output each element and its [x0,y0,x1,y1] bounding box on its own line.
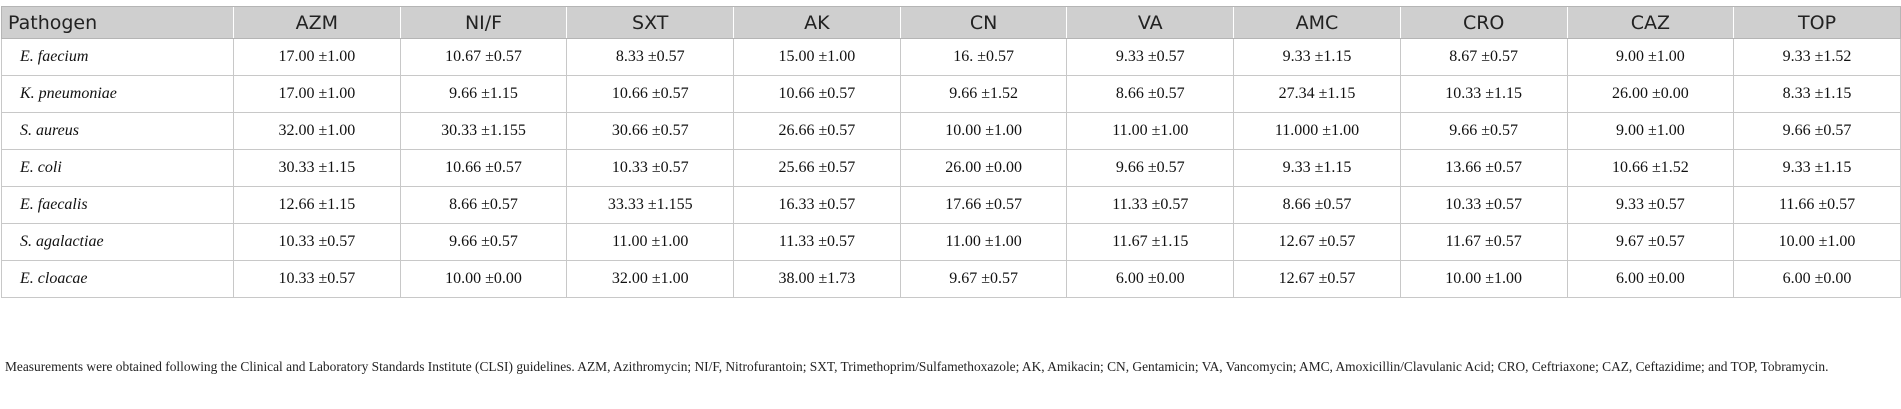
zone-value-cell: 27.34 ±1.15 [1234,76,1401,113]
zone-value-cell: 25.66 ±0.57 [734,150,901,187]
zone-value-cell: 8.66 ±0.57 [1234,187,1401,224]
zone-value-cell: 26.66 ±0.57 [734,113,901,150]
table-row [2,261,1901,298]
zone-value-cell: 10.33 ±1.15 [1400,76,1567,113]
zone-value-cell: 30.33 ±1.15 [234,150,401,187]
table-footnote: Measurements were obtained following the Clinical and Laboratory Standards Institute (CLSI) guidelines. AZM, Azithromycin; NI/F, Nitrofurantoin; SXT, Trimethoprim/Sulfamethoxazole; AK, Amikacin; CN, Gentamicin; VA, Vancomycin; AMC, Amoxicillin/Clavulanic Acid; CRO, Ceftriaxone; CAZ, Ceftazidime; and TOP, Tobramycin. [5,359,1829,375]
zone-value-cell: 32.00 ±1.00 [567,261,734,298]
zone-value-cell: 9.66 ±1.52 [900,76,1067,113]
zone-value-cell: 9.66 ±0.57 [1067,150,1234,187]
table-body [2,39,1901,298]
header-caz: CAZ [1567,7,1734,39]
header-amc: AMC [1234,7,1401,39]
header-va: VA [1067,7,1234,39]
zone-value-cell: 10.00 ±1.00 [900,113,1067,150]
pathogen-name: S. aureus [2,113,234,150]
zone-value-cell: 9.00 ±1.00 [1567,39,1734,76]
zone-value-cell: 9.33 ±0.57 [1567,187,1734,224]
header-row [2,7,1901,39]
header-pathogen: Pathogen [2,7,234,39]
zone-value-cell: 11.00 ±1.00 [1067,113,1234,150]
zone-value-cell: 11.00 ±1.00 [567,224,734,261]
zone-value-cell: 9.66 ±1.15 [400,76,567,113]
zone-value-cell: 10.00 ±1.00 [1734,224,1901,261]
zone-value-cell: 11.66 ±0.57 [1734,187,1901,224]
zone-value-cell: 10.33 ±0.57 [234,224,401,261]
zone-value-cell: 6.00 ±0.00 [1067,261,1234,298]
zone-value-cell: 10.33 ±0.57 [1400,187,1567,224]
table-row [2,39,1901,76]
zone-value-cell: 10.66 ±0.57 [400,150,567,187]
zone-value-cell: 12.66 ±1.15 [234,187,401,224]
header-azm: AZM [234,7,401,39]
header-cro: CRO [1400,7,1567,39]
zone-value-cell: 9.33 ±1.52 [1734,39,1901,76]
zone-value-cell: 8.33 ±1.15 [1734,76,1901,113]
table-container [1,6,1900,298]
pathogen-name: E. coli [2,150,234,187]
pathogen-name: K. pneumoniae [2,76,234,113]
zone-value-cell: 8.66 ±0.57 [400,187,567,224]
zone-value-cell: 9.66 ±0.57 [1734,113,1901,150]
zone-value-cell: 10.66 ±0.57 [734,76,901,113]
zone-value-cell: 10.00 ±1.00 [1400,261,1567,298]
zone-value-cell: 26.00 ±0.00 [1567,76,1734,113]
zone-value-cell: 8.67 ±0.57 [1400,39,1567,76]
zone-value-cell: 11.000 ±1.00 [1234,113,1401,150]
pathogen-name: E. faecium [2,39,234,76]
zone-value-cell: 12.67 ±0.57 [1234,224,1401,261]
pathogen-name: E. cloacae [2,261,234,298]
zone-value-cell: 16. ±0.57 [900,39,1067,76]
zone-value-cell: 38.00 ±1.73 [734,261,901,298]
zone-value-cell: 8.33 ±0.57 [567,39,734,76]
zone-value-cell: 9.33 ±1.15 [1734,150,1901,187]
zone-value-cell: 30.33 ±1.155 [400,113,567,150]
header-nif: NI/F [400,7,567,39]
zone-value-cell: 6.00 ±0.00 [1567,261,1734,298]
table-row [2,150,1901,187]
zone-value-cell: 11.67 ±1.15 [1067,224,1234,261]
zone-value-cell: 8.66 ±0.57 [1067,76,1234,113]
zone-value-cell: 9.66 ±0.57 [400,224,567,261]
table-row [2,113,1901,150]
zone-value-cell: 6.00 ±0.00 [1734,261,1901,298]
zone-value-cell: 9.33 ±0.57 [1067,39,1234,76]
zone-value-cell: 10.33 ±0.57 [567,150,734,187]
zone-value-cell: 10.66 ±0.57 [567,76,734,113]
zone-value-cell: 11.33 ±0.57 [1067,187,1234,224]
zone-value-cell: 10.33 ±0.57 [234,261,401,298]
table-row [2,224,1901,261]
header-sxt: SXT [567,7,734,39]
zone-value-cell: 10.00 ±0.00 [400,261,567,298]
zone-value-cell: 9.67 ±0.57 [1567,224,1734,261]
zone-value-cell: 9.33 ±1.15 [1234,39,1401,76]
table-header [2,7,1901,39]
zone-value-cell: 11.33 ±0.57 [734,224,901,261]
table-row [2,187,1901,224]
zone-value-cell: 10.66 ±1.52 [1567,150,1734,187]
zone-value-cell: 10.67 ±0.57 [400,39,567,76]
zone-value-cell: 11.67 ±0.57 [1400,224,1567,261]
zone-value-cell: 11.00 ±1.00 [900,224,1067,261]
zone-value-cell: 15.00 ±1.00 [734,39,901,76]
zone-value-cell: 12.67 ±0.57 [1234,261,1401,298]
zone-value-cell: 17.66 ±0.57 [900,187,1067,224]
zone-value-cell: 26.00 ±0.00 [900,150,1067,187]
zone-value-cell: 9.67 ±0.57 [900,261,1067,298]
zone-value-cell: 33.33 ±1.155 [567,187,734,224]
zone-value-cell: 32.00 ±1.00 [234,113,401,150]
zone-value-cell: 30.66 ±0.57 [567,113,734,150]
zone-value-cell: 9.00 ±1.00 [1567,113,1734,150]
zone-value-cell: 9.66 ±0.57 [1400,113,1567,150]
zone-value-cell: 13.66 ±0.57 [1400,150,1567,187]
pathogen-name: E. faecalis [2,187,234,224]
zone-value-cell: 17.00 ±1.00 [234,39,401,76]
header-cn: CN [900,7,1067,39]
pathogen-name: S. agalactiae [2,224,234,261]
zone-value-cell: 17.00 ±1.00 [234,76,401,113]
table-row [2,76,1901,113]
inhibition-zone-table [1,6,1901,298]
zone-value-cell: 16.33 ±0.57 [734,187,901,224]
header-top: TOP [1734,7,1901,39]
zone-value-cell: 9.33 ±1.15 [1234,150,1401,187]
header-ak: AK [734,7,901,39]
